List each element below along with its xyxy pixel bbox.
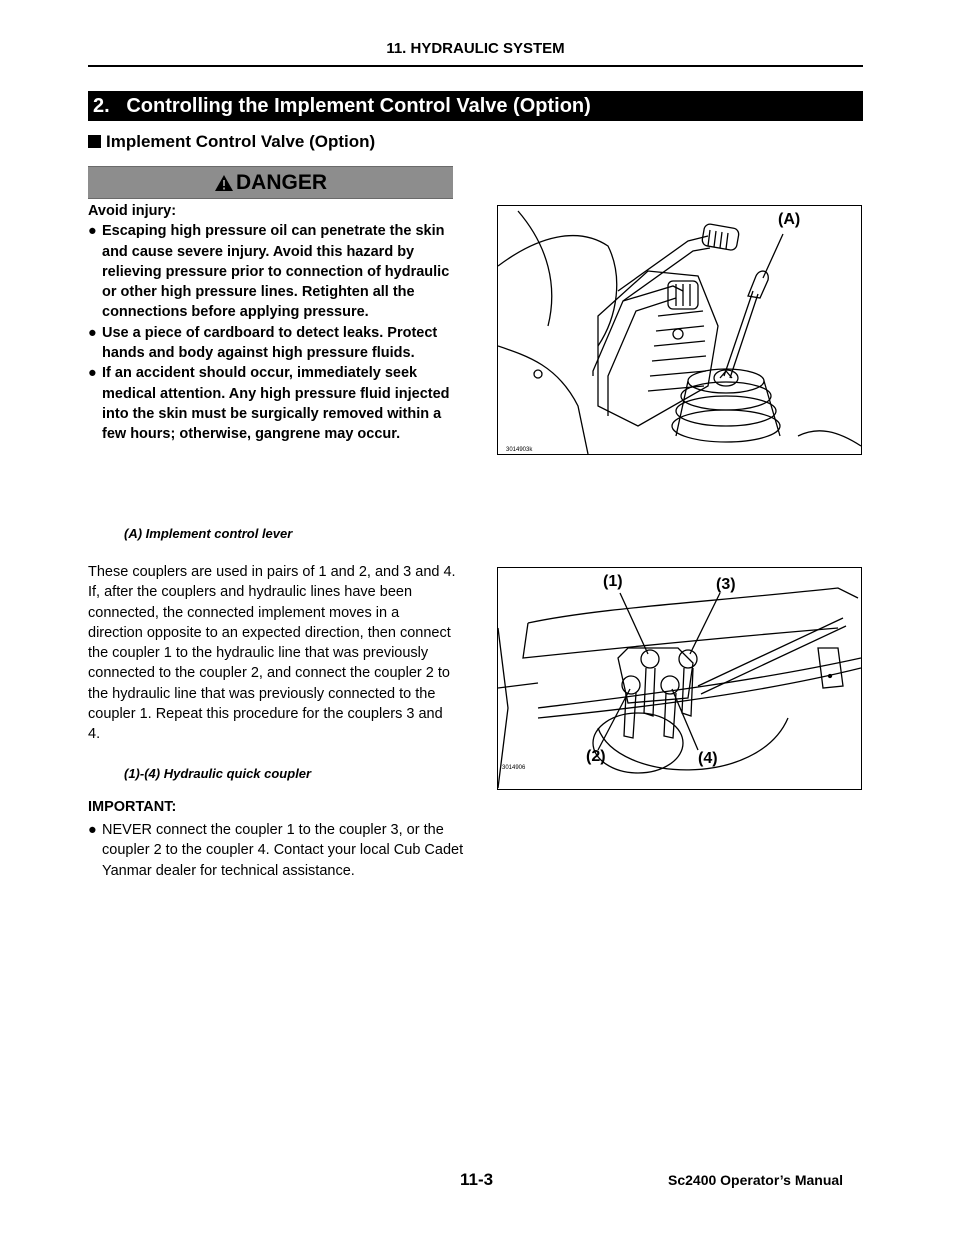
- danger-banner: [88, 166, 453, 199]
- bullet-dot-icon: ●: [88, 365, 97, 382]
- warning-triangle-icon: [214, 174, 234, 192]
- figure2-caption: (1)-(4) Hydraulic quick coupler: [124, 766, 312, 781]
- callout-1-label: (1): [603, 573, 623, 590]
- page-number: 11-3: [460, 1170, 494, 1189]
- bullet-dot-icon: ●: [88, 324, 97, 341]
- figure-quick-couplers: [497, 567, 862, 790]
- callout-4-label: (4): [698, 750, 718, 767]
- control-lever-illustration: [498, 206, 861, 454]
- figure-code: 3014906: [502, 765, 526, 771]
- chapter-header: 11. HYDRAULIC SYSTEM: [386, 40, 565, 57]
- quick-coupler-illustration: [498, 568, 861, 789]
- danger-bullet: ● Escaping high pressure oil can penetrate the skin and cause severe injury. Avoid this hazard by relieving pressure prior to connection of hydraulic or other high pressure lines. Retighten all the connections before applying pressure.: [88, 223, 450, 321]
- figure-control-lever: [497, 205, 862, 455]
- subsection-heading: [88, 132, 375, 152]
- header-rule: [88, 65, 863, 67]
- danger-bullet: ● If an accident should occur, immediately seek medical attention. Any high pressure fluid injected into the skin must be surgically removed within a few hours; otherwise, gangrene may occur.: [88, 365, 450, 443]
- section-title: 2. Controlling the Implement Control Valve (Option): [88, 91, 863, 121]
- square-bullet-icon: [88, 135, 101, 148]
- bullet-dot-icon: ●: [88, 822, 97, 838]
- figure-code: 3014903k: [506, 447, 533, 453]
- figure1-caption: (A) Implement control lever: [124, 526, 293, 541]
- important-label: IMPORTANT:: [88, 799, 177, 815]
- manual-title: Sc2400 Operator’s Manual: [668, 1172, 844, 1188]
- callout-a-label: (A): [778, 211, 801, 228]
- callout-3-label: (3): [716, 576, 736, 593]
- bullet-dot-icon: ●: [88, 223, 97, 240]
- danger-text: [88, 201, 458, 445]
- subsection-title: Implement Control Valve (Option): [106, 132, 376, 151]
- coupler-paragraph: These couplers are used in pairs of 1 and 2, and 3 and 4. If, after the couplers and hydraulic lines have been connected, the connected implement moves in a direction opposite to an expected direction, then connect the coupler 1 to the hydraulic line that was previously connected to the coupler 2, and connect the coupler 2 to the hydraulic line that was previously connected to the coupler 1. Repeat this procedure for the couplers 3 and 4.: [88, 564, 456, 743]
- danger-label: DANGER: [235, 171, 327, 194]
- danger-bullet: ● Use a piece of cardboard to detect leaks. Protect hands and body against high pressure fluids.: [88, 324, 438, 362]
- danger-intro: Avoid injury:: [88, 203, 177, 219]
- callout-2-label: (2): [586, 748, 606, 765]
- important-bullet: ● NEVER connect the coupler 1 to the coupler 3, or the coupler 2 to the coupler 4. Contact your local Cub Cadet Yanmar dealer for technical assistance.: [88, 822, 464, 879]
